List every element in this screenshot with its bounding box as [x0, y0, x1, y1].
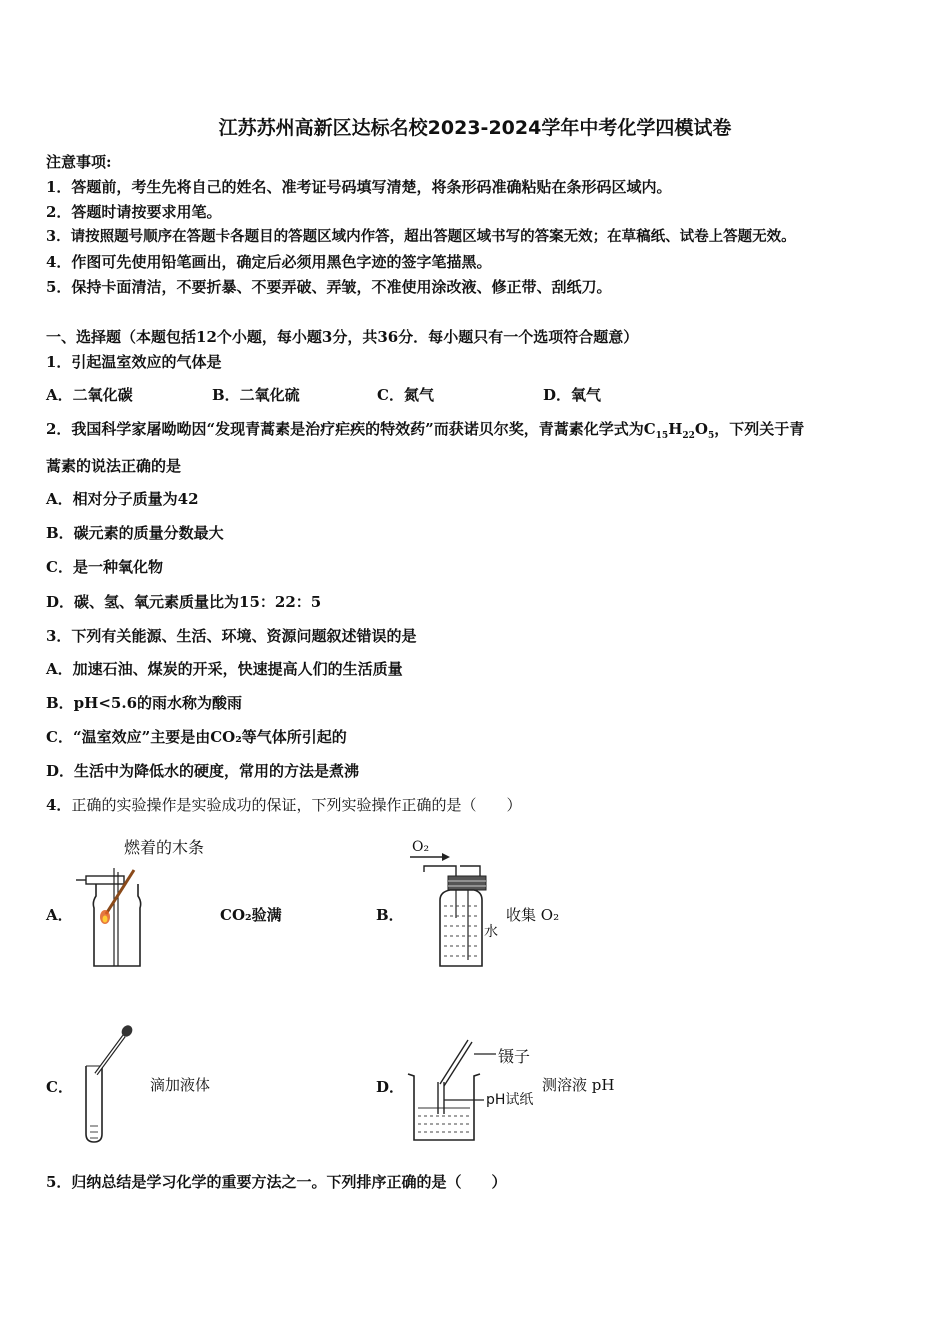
- q2-stem: 2．我国科学家屠呦呦因“发现青蒿素是治疗疟疾的特效药”而获诺贝尔奖，青蒿素化学式为$C_{15}H_{22}O_5$，下列关于青: [46, 420, 805, 441]
- q2-option-a: A．相对分子质量为42: [46, 490, 199, 508]
- q4-d-paper-label: pH试纸: [486, 1092, 534, 1108]
- notice-item: 4．作图可先使用铅笔画出，确定后必须用黑色字迹的签字笔描黑。: [46, 253, 492, 271]
- q1-option-d: D．氧气: [543, 386, 602, 404]
- q4-b-caption: 收集 O₂: [506, 906, 560, 924]
- notice-item: 1．答题前，考生先将自己的姓名、准考证号码填写清楚，将条形码准确粘贴在条形码区域内。: [46, 178, 672, 196]
- q2-option-c: C．是一种氧化物: [46, 558, 163, 576]
- q4-d-caption: 测溶液 pH: [542, 1076, 615, 1094]
- q1-option-a: A．二氧化碳: [46, 386, 133, 404]
- q4-option-b-label: B．: [376, 906, 404, 924]
- q4-c-caption: 滴加液体: [150, 1076, 211, 1094]
- notice-item: 3．请按照题号顺序在答题卡各题目的答题区域内作答，超出答题区域书写的答案无效；在草稿纸、试卷上答题无效。: [46, 228, 796, 245]
- q2-stem-cont: 蒿素的说法正确的是: [46, 457, 182, 475]
- q3-stem: 3．下列有关能源、生活、环境、资源问题叙述错误的是: [46, 627, 417, 645]
- q3-option-b: B．pH<5.6的雨水称为酸雨: [46, 694, 243, 712]
- q2-option-d: D．碳、氢、氧元素质量比为15：22：5: [46, 593, 322, 611]
- notice-item: 5．保持卡面清洁，不要折暴、不要弄破、弄皱，不准使用涂改液、修正带、刮纸刀。: [46, 278, 612, 296]
- q2-option-b: B．碳元素的质量分数最大: [46, 524, 224, 542]
- q2-formula: $C_{15}H_{22}O_5$: [643, 420, 715, 441]
- q1-option-c: C．氮气: [377, 386, 434, 404]
- q4-d-tweezers-label: 镊子: [498, 1047, 531, 1066]
- q4-a-caption: CO₂验满: [220, 906, 282, 924]
- q4-b-gas-label: O₂: [412, 839, 430, 855]
- page-title: 江苏苏州高新区达标名校2023-2024学年中考化学四模试卷: [218, 117, 732, 139]
- q5-stem: 5．归纳总结是学习化学的重要方法之一。下列排序正确的是（ ）: [46, 1173, 507, 1191]
- q3-option-c: C．“温室效应”主要是由CO₂等气体所引起的: [46, 728, 347, 746]
- q4-stem: 4．正确的实验操作是实验成功的保证，下列实验操作正确的是（ ）: [46, 796, 522, 814]
- q4-c-tube-figure: [80, 1022, 140, 1147]
- q4-option-c-label: C．: [46, 1078, 73, 1096]
- notice-item: 2．答题时请按要求用笔。: [46, 203, 222, 221]
- section-heading: 一、选择题（本题包括12个小题，每小题3分，共36分．每小题只有一个选项符合题意）: [46, 328, 639, 346]
- q4-a-figure-label: 燃着的木条: [124, 838, 205, 857]
- q4-option-d-label: D．: [376, 1078, 405, 1096]
- q1-option-b: B．二氧化硫: [212, 386, 300, 404]
- notice-heading: 注意事项:: [46, 153, 112, 171]
- q3-option-d: D．生活中为降低水的硬度，常用的方法是煮沸: [46, 762, 360, 780]
- q4-b-water-label: 水: [484, 924, 498, 940]
- q4-b-bottle-figure: [410, 852, 500, 970]
- q3-option-a: A．加速石油、煤炭的开采，快速提高人们的生活质量: [46, 660, 403, 678]
- q1-stem: 1．引起温室效应的气体是: [46, 353, 222, 371]
- q4-option-a-label: A．: [46, 906, 73, 924]
- q4-a-bottle-figure: [78, 862, 148, 972]
